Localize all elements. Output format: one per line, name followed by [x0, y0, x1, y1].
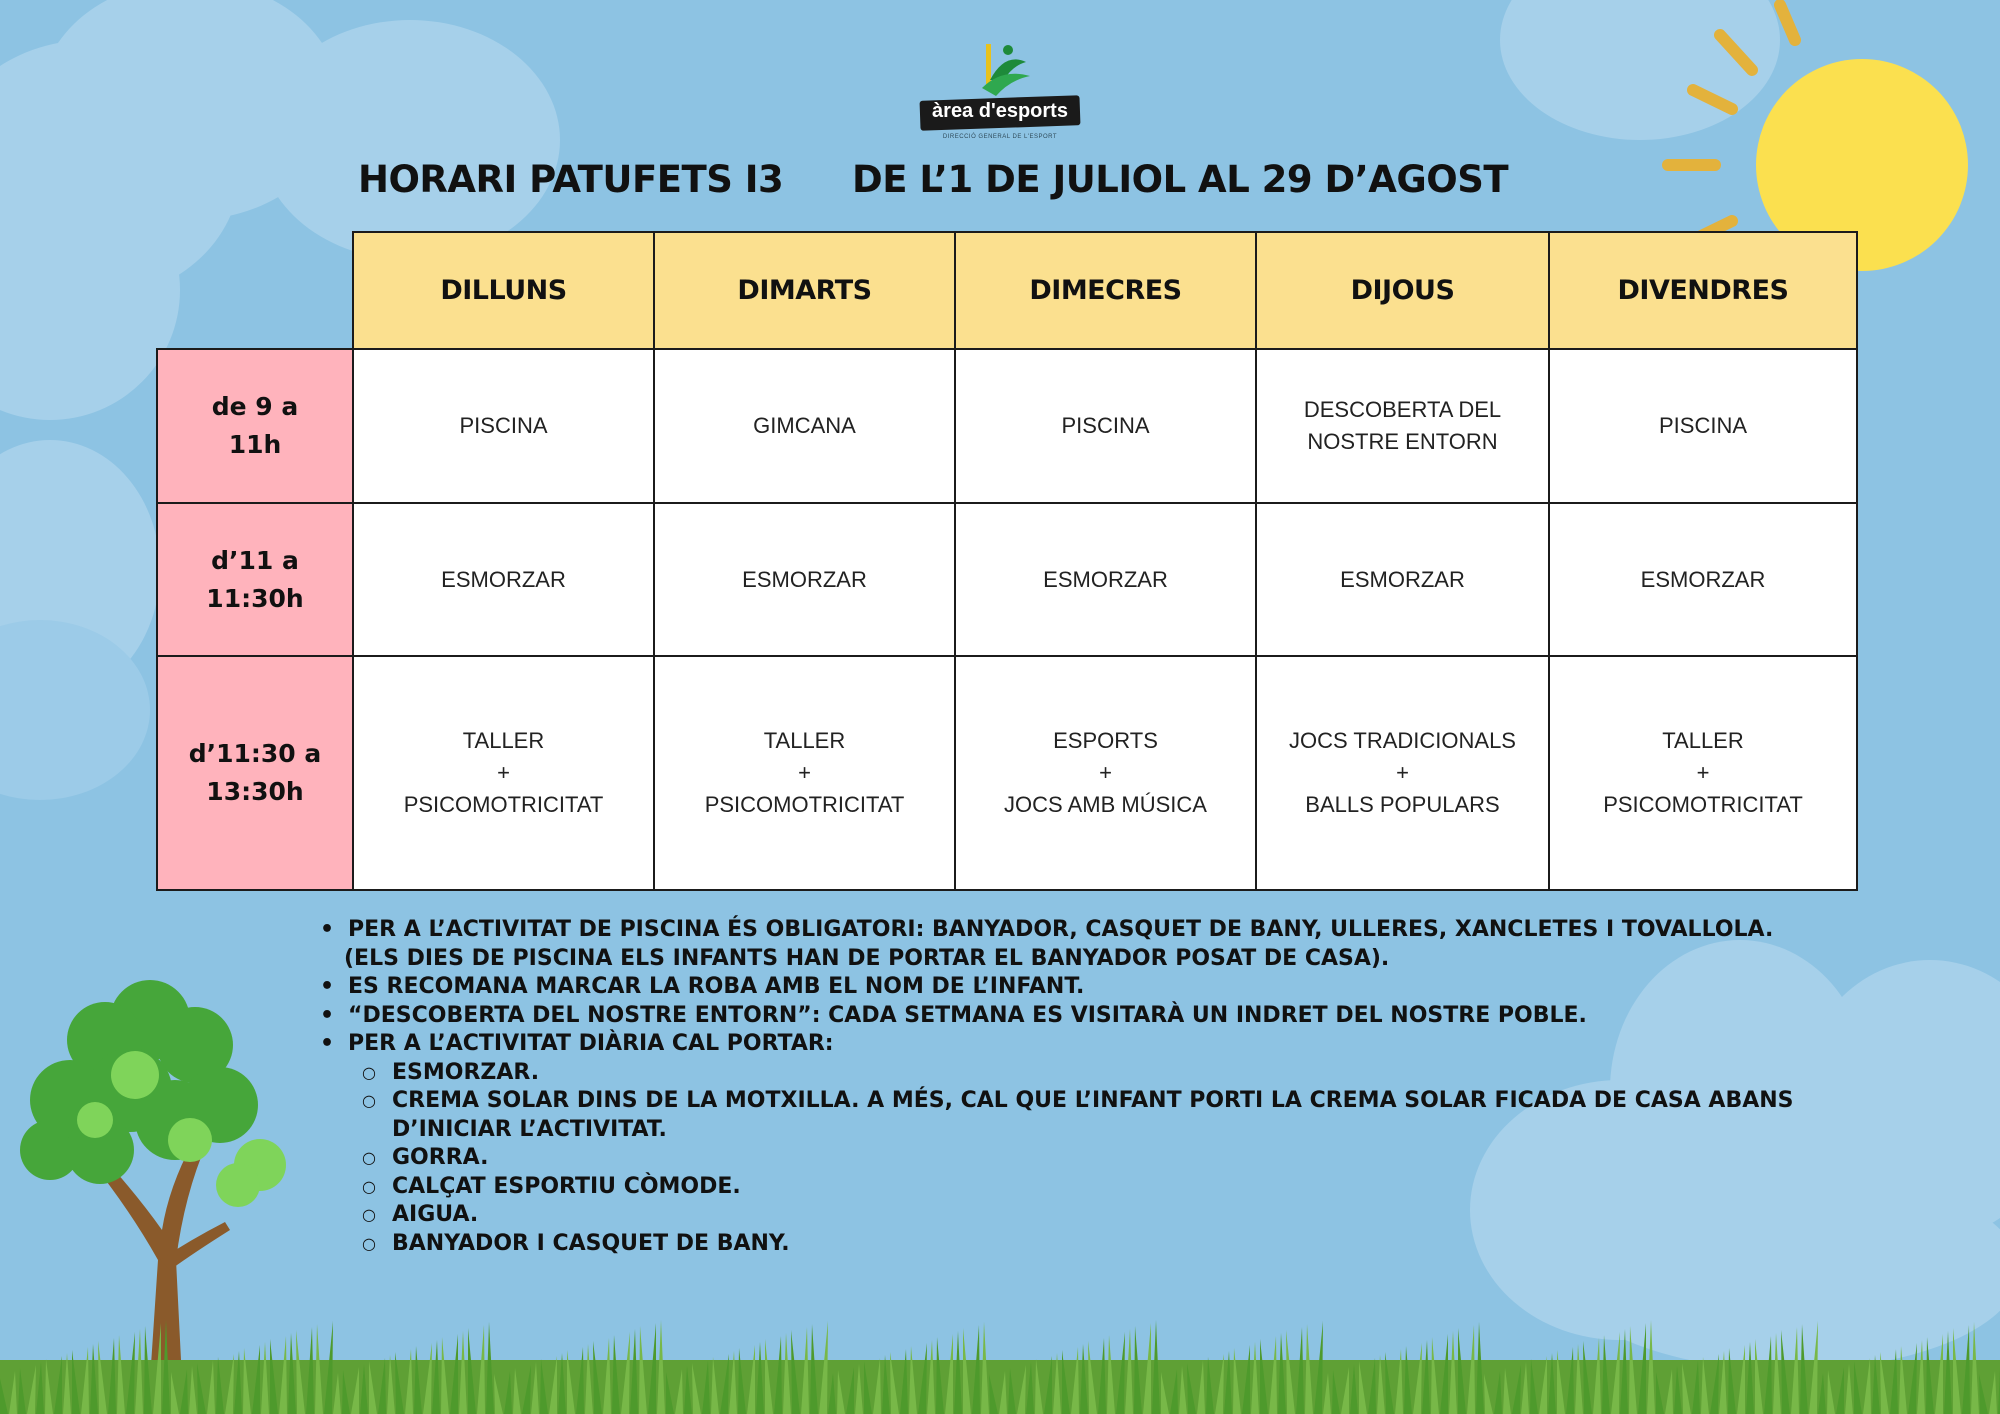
- note-piscina: PER A L’ACTIVITAT DE PISCINA ÉS OBLIGATORI: BANYADOR, CASQUET DE BANY, ULLERES, XANCLETES I TOVALLOLA.: [348, 917, 1774, 942]
- activity-line: PSICOMOTRICITAT: [1603, 792, 1803, 817]
- activity-line: +: [1396, 760, 1409, 785]
- activity-cell: [654, 349, 955, 503]
- activity-line: PISCINA: [459, 413, 548, 438]
- list-item: [320, 1059, 1880, 1088]
- activity-cell: [353, 503, 654, 656]
- activity-cell: [654, 503, 955, 656]
- grass-ground: [0, 1300, 2000, 1414]
- portar-item: CALÇAT ESPORTIU CÒMODE.: [392, 1173, 741, 1199]
- activity-line: BALLS POPULARS: [1305, 792, 1500, 817]
- activity-line: DESCOBERTA DEL: [1303, 397, 1502, 422]
- time-line: d’11 a: [211, 545, 299, 575]
- list-item: [320, 916, 1880, 945]
- day-header: DIMARTS: [654, 232, 955, 349]
- header-row: [157, 232, 1857, 349]
- list-item: [320, 1002, 1880, 1031]
- activity-cell: [1549, 503, 1857, 656]
- table-row: [157, 656, 1857, 890]
- logo: [910, 40, 1090, 150]
- notes-list: [320, 916, 1880, 1258]
- activity-cell: [1549, 349, 1857, 503]
- list-item: [320, 1173, 1880, 1202]
- schedule-table: [156, 231, 1858, 891]
- activity-line: TALLER: [462, 728, 545, 753]
- activity-cell: [353, 349, 654, 503]
- portar-item: GORRA.: [392, 1145, 489, 1170]
- list-item: [320, 1144, 1880, 1173]
- portar-item: CREMA SOLAR DINS DE LA MOTXILLA. A MÉS, CAL QUE L’INFANT PORTI LA CREMA SOLAR FICADA DE CASA ABANS D’INICIAR L’ACTIVITAT.: [392, 1088, 1794, 1142]
- activity-line: PISCINA: [1658, 413, 1748, 438]
- activity-line: NOSTRE ENTORN: [1307, 429, 1498, 454]
- logo-subtitle: DIRECCIÓ GENERAL DE L'ESPORT: [942, 134, 1058, 140]
- day-header: DIJOUS: [1256, 232, 1549, 349]
- list-item: [320, 945, 1880, 974]
- activity-cell: [1549, 656, 1857, 890]
- activity-line: ESMORZAR: [1640, 566, 1766, 592]
- activity-line: ESPORTS: [1053, 728, 1158, 753]
- table-row: [157, 503, 1857, 656]
- date-range-title: DE L’1 DE JULIOL AL 29 D’AGOST: [852, 158, 1509, 201]
- time-line: 11h: [228, 430, 282, 459]
- day-header: DIMECRES: [955, 232, 1256, 349]
- activity-cell: [955, 656, 1256, 890]
- activity-cell: [654, 656, 955, 890]
- activity-cell: [1256, 349, 1549, 503]
- activity-cell: [955, 349, 1256, 503]
- activity-line: ESMORZAR: [1340, 566, 1465, 592]
- logo-name: àrea d'esports: [932, 100, 1068, 122]
- time-slot: [157, 503, 353, 656]
- activity-line: ESMORZAR: [1043, 566, 1168, 592]
- portar-item: BANYADOR I CASQUET DE BANY.: [392, 1230, 790, 1256]
- activity-line: +: [798, 760, 811, 785]
- day-header: DILLUNS: [353, 232, 654, 349]
- activity-line: JOCS TRADICIONALS: [1289, 728, 1516, 753]
- portar-item: AIGUA.: [392, 1202, 479, 1227]
- time-line: d’11:30 a: [188, 739, 322, 768]
- activity-line: TALLER: [763, 728, 846, 753]
- activity-line: PISCINA: [1061, 413, 1150, 438]
- list-item: [320, 1230, 1880, 1259]
- note-descoberta: “DESCOBERTA DEL NOSTRE ENTORN”: CADA SETMANA ES VISITARÀ UN INDRET DEL NOSTRE POBLE.: [348, 1002, 1587, 1028]
- activity-line: +: [497, 760, 510, 785]
- note-piscina-detail: (ELS DIES DE PISCINA ELS INFANTS HAN DE PORTAR EL BANYADOR POSAT DE CASA).: [344, 945, 1390, 971]
- activity-line: ESMORZAR: [742, 566, 867, 592]
- activity-cell: [1256, 656, 1549, 890]
- logo-mark-icon: [960, 40, 1040, 100]
- activity-cell: [955, 503, 1256, 656]
- note-portar-title: PER A L’ACTIVITAT DIÀRIA CAL PORTAR:: [348, 1031, 834, 1056]
- portar-item: ESMORZAR.: [392, 1059, 540, 1085]
- activity-line: +: [1696, 760, 1710, 785]
- list-item: [320, 973, 1880, 1002]
- activity-cell: [353, 656, 654, 890]
- activity-line: JOCS AMB MÚSICA: [1004, 792, 1207, 817]
- page-title: HORARI PATUFETS I3: [358, 158, 784, 201]
- list-item: [320, 1087, 1880, 1144]
- activity-line: PSICOMOTRICITAT: [704, 792, 905, 817]
- activity-line: GIMCANA: [753, 413, 856, 438]
- note-roba: ES RECOMANA MARCAR LA ROBA AMB EL NOM DE L’INFANT.: [348, 974, 1085, 999]
- time-line: de 9 a: [211, 392, 299, 421]
- activity-line: +: [1099, 760, 1112, 785]
- table-row: [157, 349, 1857, 503]
- corner-cell: [157, 232, 353, 349]
- day-header: DIVENDRES: [1549, 232, 1857, 349]
- activity-line: ESMORZAR: [441, 566, 566, 592]
- list-item: [320, 1030, 1880, 1059]
- time-slot: [157, 656, 353, 890]
- activity-line: PSICOMOTRICITAT: [403, 792, 604, 817]
- activity-line: TALLER: [1662, 728, 1744, 753]
- time-slot: [157, 349, 353, 503]
- activity-cell: [1256, 503, 1549, 656]
- list-item: [320, 1201, 1880, 1230]
- time-line: 11:30h: [206, 583, 304, 613]
- time-line: 13:30h: [206, 777, 304, 806]
